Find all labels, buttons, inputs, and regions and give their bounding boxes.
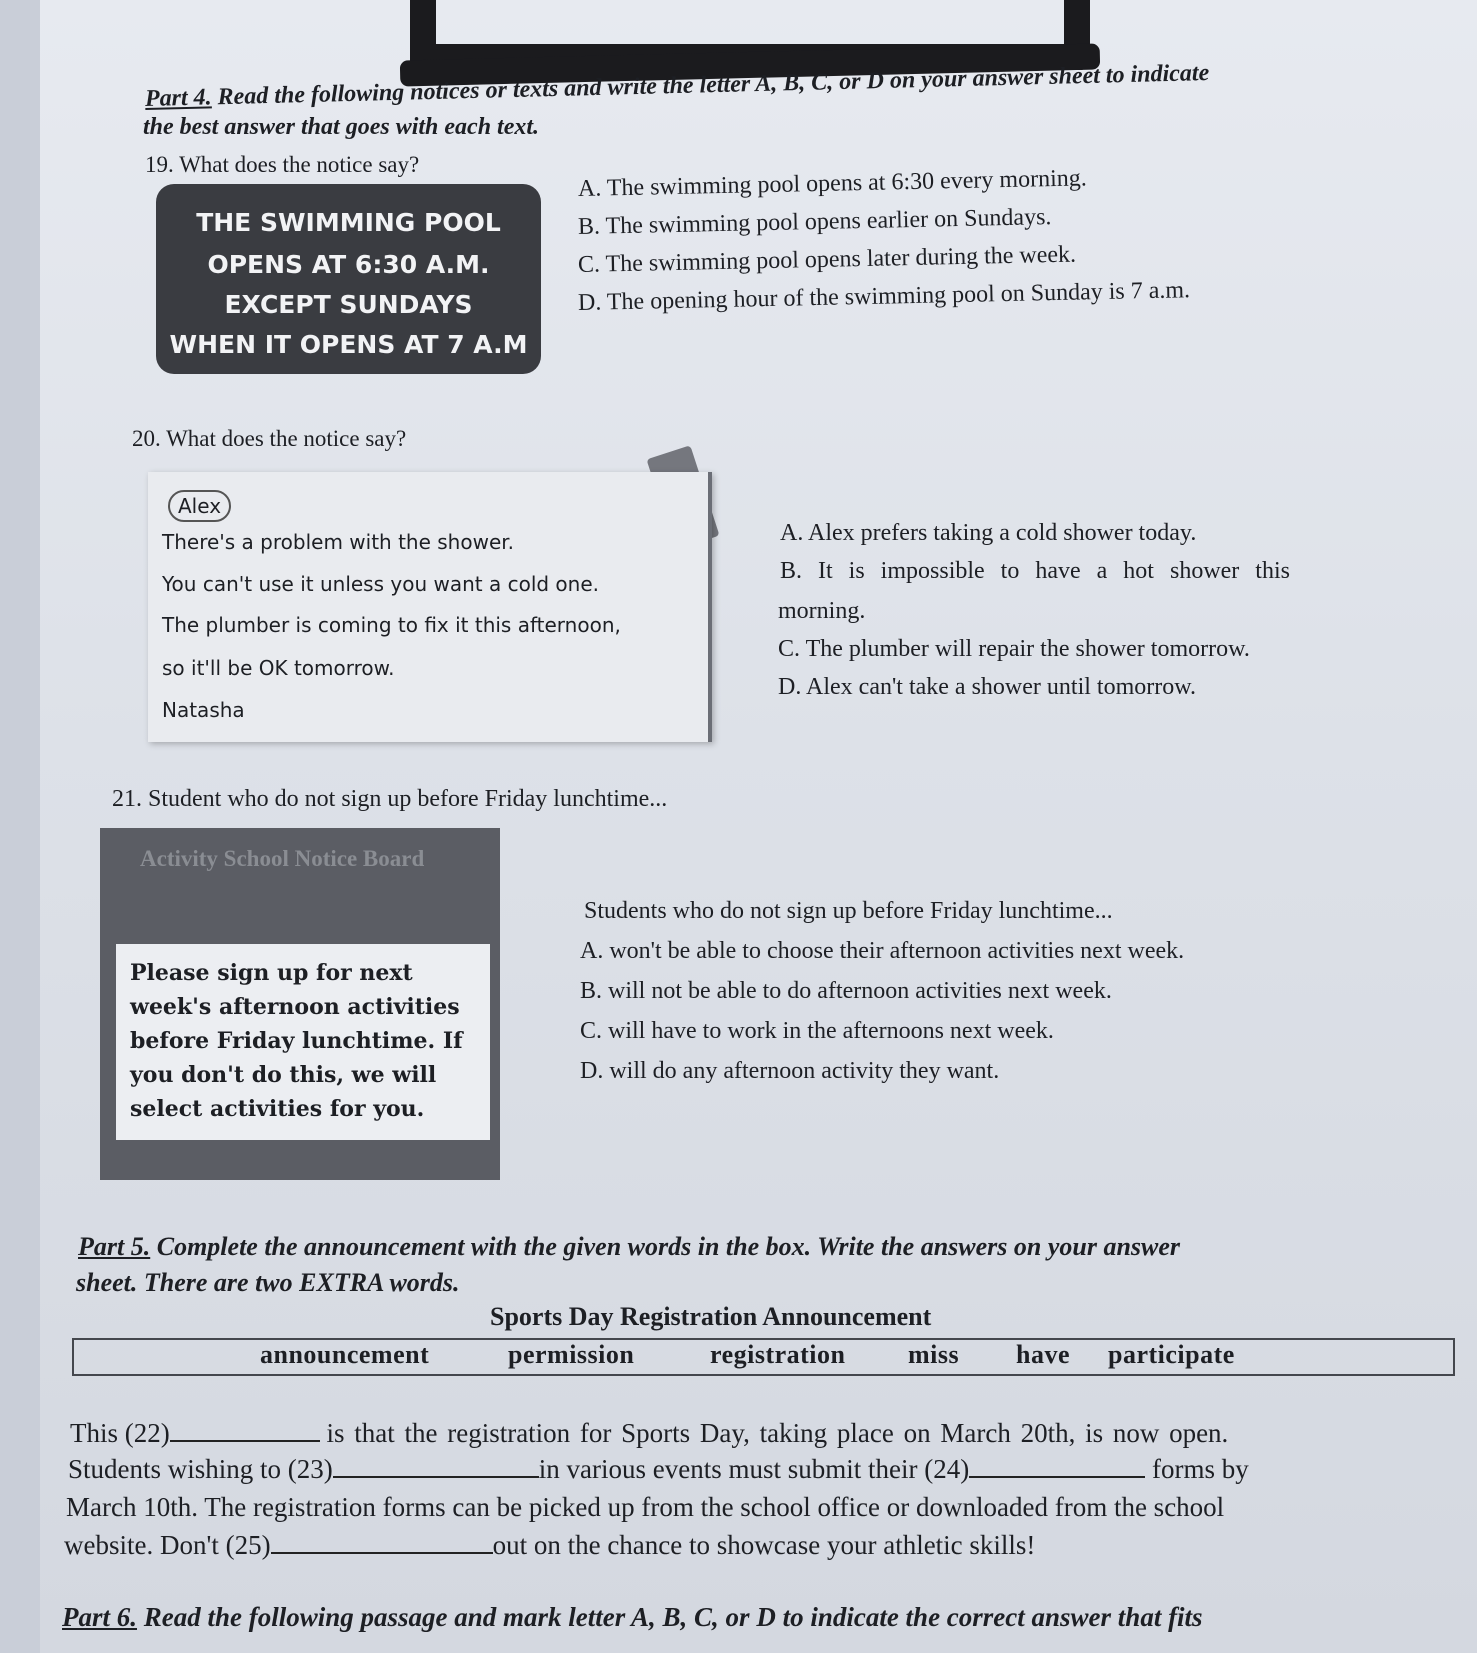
shower-note [148,472,712,742]
part6-instruction: Read the following passage and mark letter A, B, C, or D to indicate the correct answer that fits [143,1602,1203,1632]
note-recipient: Alex [168,490,231,522]
board-title: Activity School Notice Board [140,846,425,871]
notice-line: EXCEPT SUNDAYS [224,290,473,319]
q20-option-c: C. The plumber will repair the shower tomorrow. [778,636,1250,662]
board-line: week's afternoon activities [130,994,460,1020]
word-item: permission [508,1340,635,1369]
para-text: Students wishing to (23) [68,1454,333,1484]
q21-question: 21. Student who do not sign up before Friday lunchtime... [112,786,668,812]
para-text: out on the chance to showcase your athletic skills! [492,1530,1036,1560]
part4-instruction-line2: the best answer that goes with each text. [143,114,540,140]
q19-option-d: D. The opening hour of the swimming pool on Sunday is 7 a.m. [577,277,1191,316]
q20-option-d: D. Alex can't take a shower until tomorrow. [778,674,1196,700]
note-line: There's a problem with the shower. [162,530,514,554]
part4-label: Part 4. [144,84,212,112]
para-text: This (22) [70,1418,170,1448]
notice-line: OPENS AT 6:30 A.M. [207,250,490,279]
para-text: forms by [1151,1454,1249,1484]
note-line: You can't use it unless you want a cold one. [162,572,600,596]
para-line-3: March 10th. The registration forms can be picked up from the school office or downloaded from the school [66,1492,1225,1522]
para-text: in various events must submit their (24) [538,1454,970,1484]
para-text: is that the registration for Sports Day, taking place on March 20th, is now open. [326,1418,1229,1448]
part5-instruction: Complete the announcement with the given words in the box. Write the answers on your answer [156,1232,1181,1261]
q20-option-b: B. It is impossible to have a hot shower this [780,558,1290,584]
part4-instruction: Read the following notices or texts and write the letter A, B, C, or D on your answer sheet to indicate [217,59,1210,111]
para-text: website. Don't (25) [64,1530,271,1560]
para-line-4 [64,1530,1035,1561]
board-line: select activities for you. [130,1096,425,1122]
notice-line: WHEN IT OPENS AT 7 A.M [169,330,528,359]
q20-question: 20. What does the notice say? [132,426,407,451]
board-line: before Friday lunchtime. If [130,1028,463,1054]
q21-option-c: C. will have to work in the afternoons next week. [580,1018,1054,1044]
q21-option-b: B. will not be able to do afternoon activities next week. [580,978,1112,1004]
q19-option-c: C. The swimming pool opens later during the week. [577,241,1077,278]
notice-line: THE SWIMMING POOL [196,208,501,237]
part5-label: Part 5. [78,1232,151,1261]
blank-24[interactable] [969,1454,1145,1478]
board-line: you don't do this, we will [130,1062,437,1088]
q19-option-b: B. The swimming pool opens earlier on Sundays. [577,204,1052,240]
announcement-title: Sports Day Registration Announcement [490,1302,932,1331]
para-line-1 [70,1418,1228,1449]
part5-heading [78,1232,1180,1262]
swimming-pool-notice [156,184,541,374]
word-item: participate [1108,1340,1235,1369]
q21-option-a: A. won't be able to choose their afternoon activities next week. [580,938,1185,964]
para-line-2 [68,1454,1249,1485]
q20-option-b-cont: morning. [778,598,866,624]
word-item: registration [710,1340,846,1369]
q21-stem: Students who do not sign up before Friday lunchtime... [584,898,1113,924]
part6-heading [62,1602,1203,1633]
q19-option-a: A. The swimming pool opens at 6:30 every morning. [577,165,1087,202]
note-line: The plumber is coming to fix it this afternoon, [162,613,621,637]
part6-label: Part 6. [62,1602,138,1632]
blank-22[interactable] [170,1418,320,1442]
q20-option-a: A. Alex prefers taking a cold shower today. [780,520,1197,546]
word-item: have [1016,1340,1070,1369]
board-line: Please sign up for next [130,960,413,986]
board-notice-paper [116,944,490,1140]
word-item: miss [908,1340,960,1369]
note-signature: Natasha [162,698,245,722]
note-line: so it'll be OK tomorrow. [162,656,395,680]
part5-instruction-line2: sheet. There are two EXTRA words. [76,1268,460,1297]
blank-25[interactable] [271,1530,493,1554]
q21-option-d: D. will do any afternoon activity they want. [580,1058,1000,1084]
blank-23[interactable] [333,1454,539,1478]
word-item: announcement [260,1340,430,1369]
q19-question: 19. What does the notice say? [145,152,420,177]
